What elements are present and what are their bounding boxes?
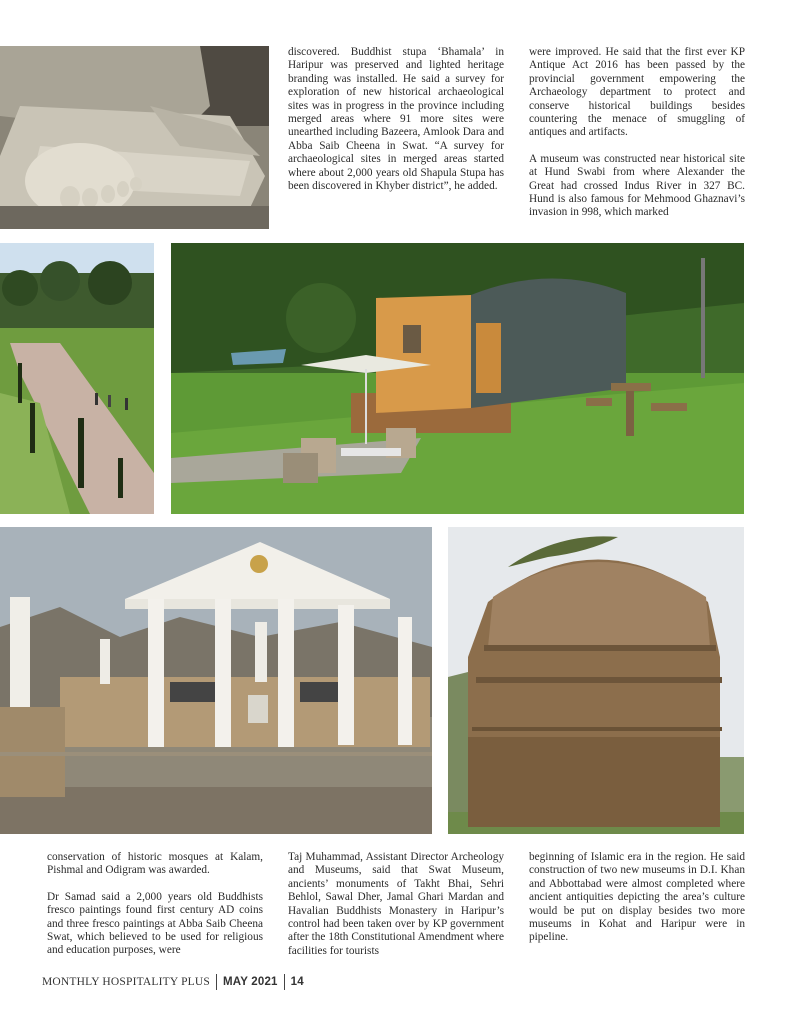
footer-divider (284, 974, 285, 990)
issue-date: MAY 2021 (222, 976, 278, 988)
photo-brick-stupa (448, 527, 744, 834)
photo-camping-pod-hillside (171, 243, 744, 514)
magazine-name: MONTHLY HOSPITALITY PLUS (42, 976, 210, 988)
column-bottom-right (529, 851, 745, 958)
column-bottom-middle (288, 851, 504, 971)
column-top-middle (288, 46, 504, 206)
page-footer (42, 973, 304, 991)
page-number: 14 (290, 976, 304, 988)
paragraph-top-right-1: were improved. He said that the first ever KP Antique Act 2016 has been passed by the provincial government empowering the Archaeology department to protect and conserve historical buildings besides countering the menace of smuggling of antiques and artifacts. (529, 46, 745, 139)
paragraph-top-right-2: A museum was constructed near historical site at Hund Swabi from where Alexander the Great had crossed Indus River in 327 BC. Hund is also famous for Mehmood Ghaznavi’s invasion in 998, which marked (529, 152, 745, 219)
photo-stone-foot-sculpture (0, 46, 269, 229)
paragraph-top-middle: discovered. Buddhist stupa ‘Bhamala’ in Haripur was preserved and lighted heritage branding was installed. He said a survey for exploration of new historical archaeological sites was in progress in the province including merged areas where 91 more sites were unearthed including Bazeera, Amlook Dara and Abba Saib Cheena in Swat. “A survey for archaeological sites in merged areas started where about 2,000 years old Shapula Stupa has been discovered in Khyber district”, he added. (288, 46, 504, 193)
paragraph-bottom-left-1: conservation of historic mosques at Kalam, Pishmal and Odigram was awarded. (47, 851, 263, 877)
photo-garden-path-visitors (0, 243, 154, 514)
paragraph-bottom-right: beginning of Islamic era in the region. He said construction of two new museums in D.I. Khan and Abbottabad were almost completed where ancient antiquities depicting the area’s culture would be put on display besides two more museums in Kohat and Haripur were in pipeline. (529, 851, 745, 944)
photo-white-colonnade-museum (0, 527, 432, 834)
column-bottom-left (47, 851, 263, 971)
paragraph-bottom-middle: Taj Muhammad, Assistant Director Archeology and Museums, said that Swat Museum, ancients’ monuments of Takht Bhai, Sehri Behlol, Sawal Dher, Jamal Ghari Mardan and Havalian Buddhists Monastery in Haripur’s control had been taken over by KP government after the 18th Constitutional Amendment where facilities for tourists (288, 851, 504, 957)
paragraph-bottom-left-2: Dr Samad said a 2,000 years old Buddhists fresco paintings found first century AD coins and three fresco paintings at Abba Saib Cheena Swat, which believed to be used for religious and education purposes, were (47, 890, 263, 957)
footer-divider (216, 974, 217, 990)
column-top-right (529, 46, 745, 233)
